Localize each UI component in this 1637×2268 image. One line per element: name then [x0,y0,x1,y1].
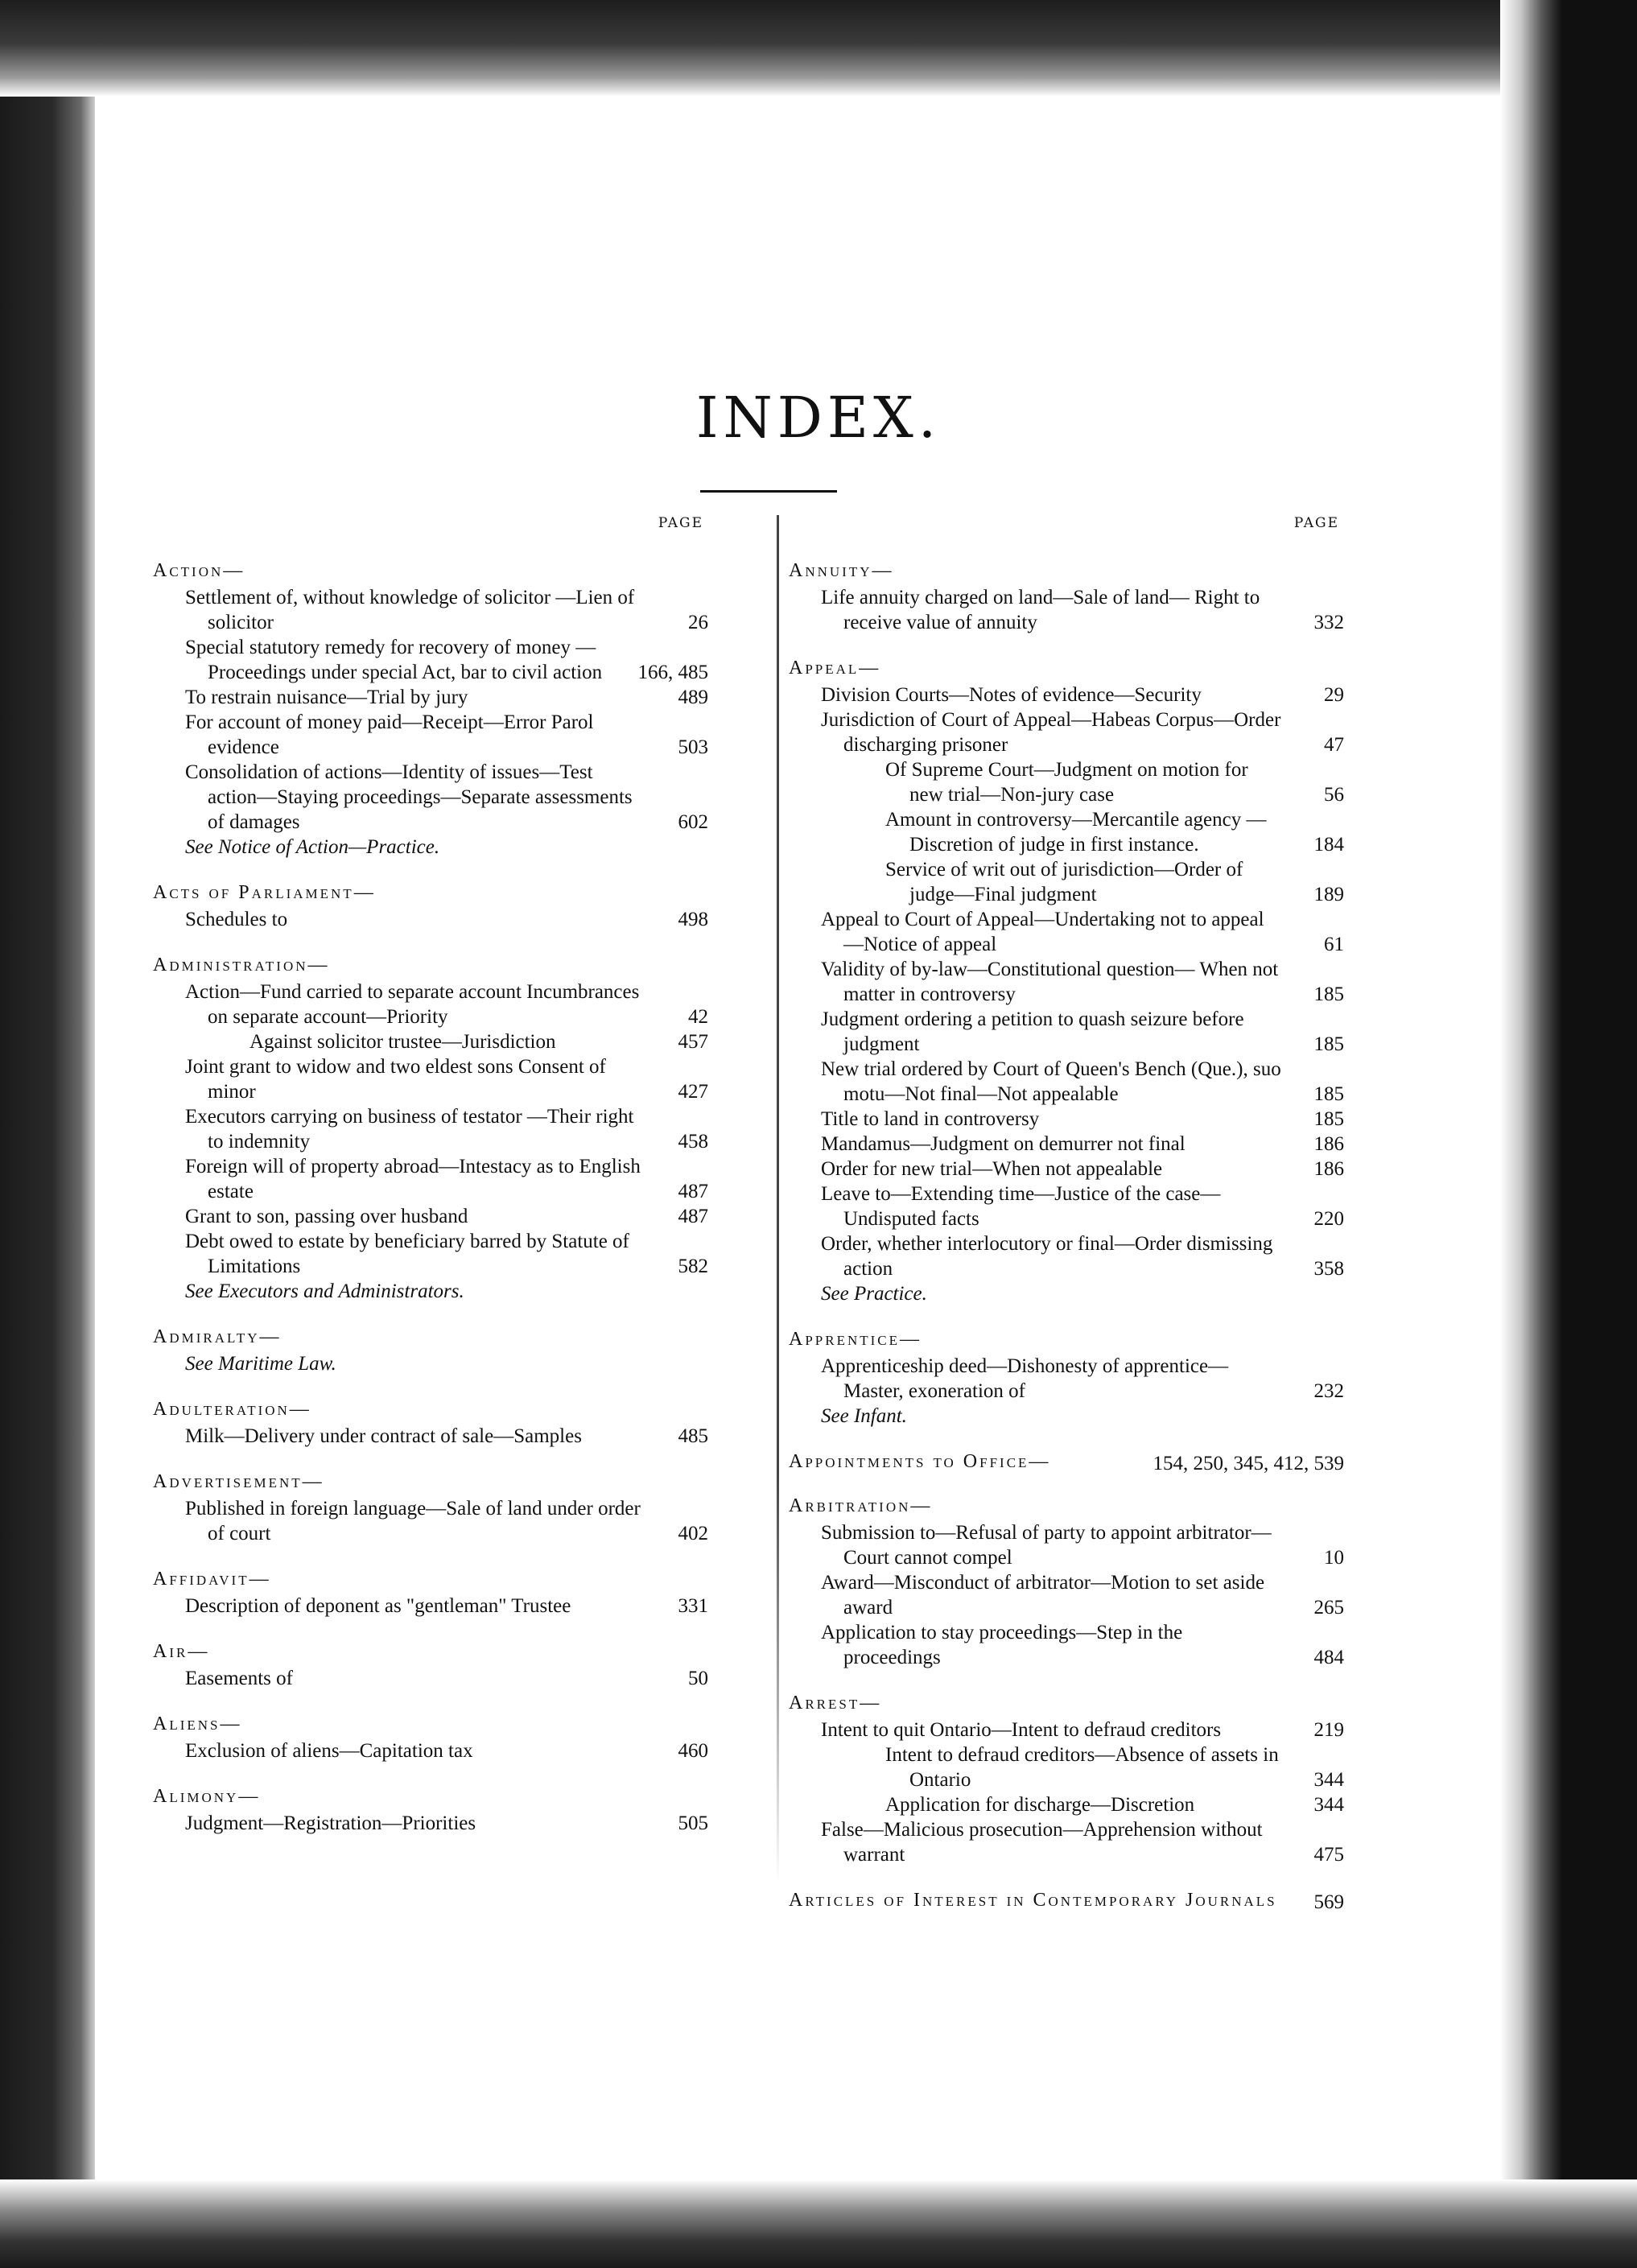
index-entry [789,1157,1344,1181]
index-entry [789,1354,1344,1404]
index-entry [789,1570,1344,1620]
entry-page-number: 457 [678,1031,708,1053]
entry-page-number: 185 [1313,1083,1344,1105]
entry-text: Judgment—Registration—Priorities [185,1812,476,1834]
entry-page-number: 460 [678,1740,708,1762]
section-heading: Acts of Parliament— [153,882,376,903]
entry-page-number: 489 [678,687,708,708]
entry-page-number: 498 [678,909,708,930]
entry-page-number: 569 [1313,1891,1344,1913]
index-entry [153,1029,708,1054]
entry-page-number: 485 [678,1425,708,1447]
page-title: INDEX. [695,385,942,451]
entry-text: Validity of by-law—Constitutional question— When not matter in controversy [821,959,1279,1005]
entry-text: Appeal to Court of Appeal—Undertaking not to appeal—Notice of appeal [821,909,1264,955]
section-heading: Affidavit— [153,1569,271,1590]
entry-page-number: 185 [1313,983,1344,1005]
index-section [789,658,1344,1306]
index-entry [789,1817,1344,1867]
index-section [789,1329,1344,1429]
index-entry [789,1231,1344,1281]
index-entry [153,1104,708,1154]
entry-page-number: 186 [1313,1133,1344,1155]
index-entry [789,707,1344,757]
entry-page-number: 220 [1313,1208,1344,1230]
entry-page-number: 402 [678,1523,708,1544]
index-entry [789,1520,1344,1570]
index-section [153,560,708,860]
section-heading: Alimony— [153,1786,261,1807]
entry-page-number: 47 [1324,734,1344,756]
scan-border-left [0,0,95,2268]
page-column-label: PAGE [1293,515,1339,531]
index-section [789,1693,1344,1867]
entry-text: Division Courts—Notes of evidence—Security [821,684,1202,706]
entry-text: Jurisdiction of Court of Appeal—Habeas Corpus—Order discharging prisoner [821,709,1281,756]
index-entry [789,682,1344,707]
index-section [153,1713,708,1763]
entry-text: Published in foreign language—Sale of land under order of court [185,1498,641,1544]
entry-page-number: 503 [678,736,708,758]
entry-text: See Executors and Administrators. [185,1280,464,1302]
section-heading: Appointments to Office— [789,1451,1051,1472]
section-heading: Appeal— [789,658,881,678]
entry-text: Executors carrying on business of testator —Their right to indemnity [185,1106,634,1153]
section-heading: Annuity— [789,560,894,581]
index-section [153,882,708,932]
title-rule [700,490,837,493]
section-heading: Administration— [153,955,330,975]
entry-text: Amount in controversy—Mercantile agency —Discretion of judge in first instance. [885,809,1267,856]
index-section [153,955,708,1304]
index-entry [789,1717,1344,1742]
section-heading: Aliens— [153,1713,242,1734]
index-entry [789,1620,1344,1670]
index-entry [153,1424,708,1449]
index-section [153,1471,708,1546]
entry-page-number: 344 [1313,1769,1344,1791]
entry-text: Consolidation of actions—Identity of issues—Test action—Staying proceedings—Separate assessments of damages [185,761,633,833]
entry-page-number: 458 [678,1131,708,1153]
entry-text: Leave to—Extending time—Justice of the case—Undisputed facts [821,1183,1221,1230]
entry-text: Against solicitor trustee—Jurisdiction [249,1031,556,1053]
index-entry [789,1742,1344,1792]
index-entry [153,979,708,1029]
entry-page-number: 189 [1313,884,1344,905]
index-entry [153,907,708,932]
entry-page-number: 602 [678,811,708,833]
index-entry [153,1054,708,1104]
entry-text: Foreign will of property abroad—Intestacy as to English estate [185,1156,641,1202]
index-entry [153,1811,708,1836]
entry-page-number: 26 [688,612,708,633]
index-entry [789,1181,1344,1231]
entry-page-number: 358 [1313,1258,1344,1280]
index-entry [789,585,1344,635]
entry-page-number: 331 [678,1595,708,1617]
entry-page-number: 505 [678,1812,708,1834]
entry-page-number: 427 [678,1081,708,1103]
entry-text: Joint grant to widow and two eldest sons Consent of minor [185,1056,606,1103]
section-heading: Arrest— [789,1693,882,1713]
entry-text: Of Supreme Court—Judgment on motion for new trial—Non-jury case [885,759,1248,806]
section-heading: Adulteration— [153,1399,311,1420]
entry-text: Intent to defraud creditors—Absence of assets in Ontario [885,1744,1279,1791]
index-column-left [153,515,708,1836]
index-entry [153,1496,708,1546]
index-entry [789,1281,1344,1306]
section-heading: Apprentice— [789,1329,922,1350]
entry-page-number: 184 [1313,834,1344,856]
entry-page-number: 42 [688,1006,708,1028]
index-section [789,1451,1344,1473]
index-entry [153,760,708,835]
entry-text: Application for discharge—Discretion [885,1794,1195,1816]
index-entry [153,1594,708,1619]
index-section [789,1890,1344,1911]
section-heading: Admiralty— [153,1326,282,1347]
entry-page-number: 29 [1324,684,1344,706]
entry-text: Debt owed to estate by beneficiary barred by Statute of Limitations [185,1231,629,1277]
index-entry [789,907,1344,957]
index-column-right [789,515,1344,1915]
index-entry [153,1229,708,1279]
entry-page-number: 166, 485 [637,662,708,683]
entry-page-number: 56 [1324,784,1344,806]
entry-text: Title to land in controversy [821,1108,1040,1130]
index-entry [789,757,1344,807]
index-entry [153,1279,708,1304]
index-section [153,1326,708,1376]
index-entry [153,710,708,760]
entry-text: Service of writ out of jurisdiction—Order of judge—Final judgment [885,859,1243,905]
entry-page-number: 185 [1313,1033,1344,1055]
index-entry [789,1404,1344,1429]
entry-text: Description of deponent as "gentleman" Trustee [185,1595,571,1617]
index-entry [789,1107,1344,1132]
entry-text: Apprenticeship deed—Dishonesty of apprentice—Master, exoneration of [821,1355,1229,1402]
index-entry [153,1738,708,1763]
index-section [789,560,1344,635]
index-entry [153,1204,708,1229]
entry-text: Milk—Delivery under contract of sale—Samples [185,1425,582,1447]
entry-text: Life annuity charged on land—Sale of land— Right to receive value of annuity [821,587,1260,633]
entry-page-number: 154, 250, 345, 412, 539 [1152,1453,1344,1474]
section-heading: Air— [153,1641,210,1662]
index-entry [153,1154,708,1204]
entry-text: Grant to son, passing over husband [185,1206,468,1227]
entry-text: For account of money paid—Receipt—Error Parol evidence [185,711,594,758]
scan-border-right [1500,0,1637,2268]
index-entry [789,857,1344,907]
entry-page-number: 344 [1313,1794,1344,1816]
entry-text: See Infant. [821,1405,907,1427]
section-heading: Advertisement— [153,1471,324,1492]
entry-text: False—Malicious prosecution—Apprehension without warrant [821,1819,1263,1866]
index-section [153,1569,708,1619]
index-entry [789,1007,1344,1057]
index-entry [789,1792,1344,1817]
entry-page-number: 484 [1313,1647,1344,1668]
entry-page-number: 582 [678,1256,708,1277]
entry-page-number: 265 [1313,1597,1344,1619]
entry-page-number: 487 [678,1206,708,1227]
entry-text: Judgment ordering a petition to quash seizure before judgment [821,1008,1244,1055]
entry-text: Application to stay proceedings—Step in the proceedings [821,1622,1183,1668]
index-entry [153,835,708,860]
section-heading: Articles of Interest in Contemporary Journals [789,1890,1277,1911]
entry-text: Special statutory remedy for recovery of money —Proceedings under special Act, bar to civil action [185,637,603,683]
entry-page-number: 487 [678,1181,708,1202]
scan-border-top [0,0,1637,97]
index-section [789,1495,1344,1670]
entry-text: Mandamus—Judgment on demurrer not final [821,1133,1185,1155]
entry-page-number: 185 [1313,1108,1344,1130]
index-entry [153,1351,708,1376]
entry-text: Exclusion of aliens—Capitation tax [185,1740,473,1762]
entry-page-number: 232 [1313,1380,1344,1402]
entry-text: Easements of [185,1668,293,1689]
index-entry [153,685,708,710]
entry-text: Order, whether interlocutory or final—Order dismissing action [821,1233,1273,1280]
index-section [153,1399,708,1449]
entry-text: Submission to—Refusal of party to appoint arbitrator—Court cannot compel [821,1522,1272,1569]
index-entry [789,1132,1344,1157]
entry-text: See Practice. [821,1283,927,1305]
entry-text: See Maritime Law. [185,1353,336,1375]
entry-text: Action—Fund carried to separate account Incumbrances on separate account—Priority [185,981,640,1028]
entry-text: Award—Misconduct of arbitrator—Motion to set aside award [821,1572,1265,1619]
index-entry [789,957,1344,1007]
index-section [153,1786,708,1836]
entry-page-number: 475 [1313,1844,1344,1866]
entry-page-number: 61 [1324,934,1344,955]
index-section [153,1641,708,1691]
entry-page-number: 10 [1324,1547,1344,1569]
index-entry [789,807,1344,857]
entry-text: See Notice of Action—Practice. [185,836,440,858]
index-entry [789,1057,1344,1107]
scan-border-bottom [0,2179,1637,2268]
section-heading: Arbitration— [789,1495,933,1516]
entry-text: New trial ordered by Court of Queen's Bench (Que.), suo motu—Not final—Not appealable [821,1058,1281,1105]
entry-text: Schedules to [185,909,288,930]
index-entry [153,635,708,685]
entry-page-number: 332 [1313,612,1344,633]
section-heading: Action— [153,560,245,581]
entry-page-number: 186 [1313,1158,1344,1180]
entry-page-number: 50 [688,1668,708,1689]
entry-text: Order for new trial—When not appealable [821,1158,1163,1180]
column-divider [777,515,779,1883]
entry-text: To restrain nuisance—Trial by jury [185,687,468,708]
page-column-label: PAGE [658,515,703,531]
index-entry [153,1666,708,1691]
entry-text: Settlement of, without knowledge of solicitor —Lien of solicitor [185,587,635,633]
index-entry [153,585,708,635]
entry-page-number: 219 [1313,1719,1344,1741]
entry-text: Intent to quit Ontario—Intent to defraud creditors [821,1719,1222,1741]
